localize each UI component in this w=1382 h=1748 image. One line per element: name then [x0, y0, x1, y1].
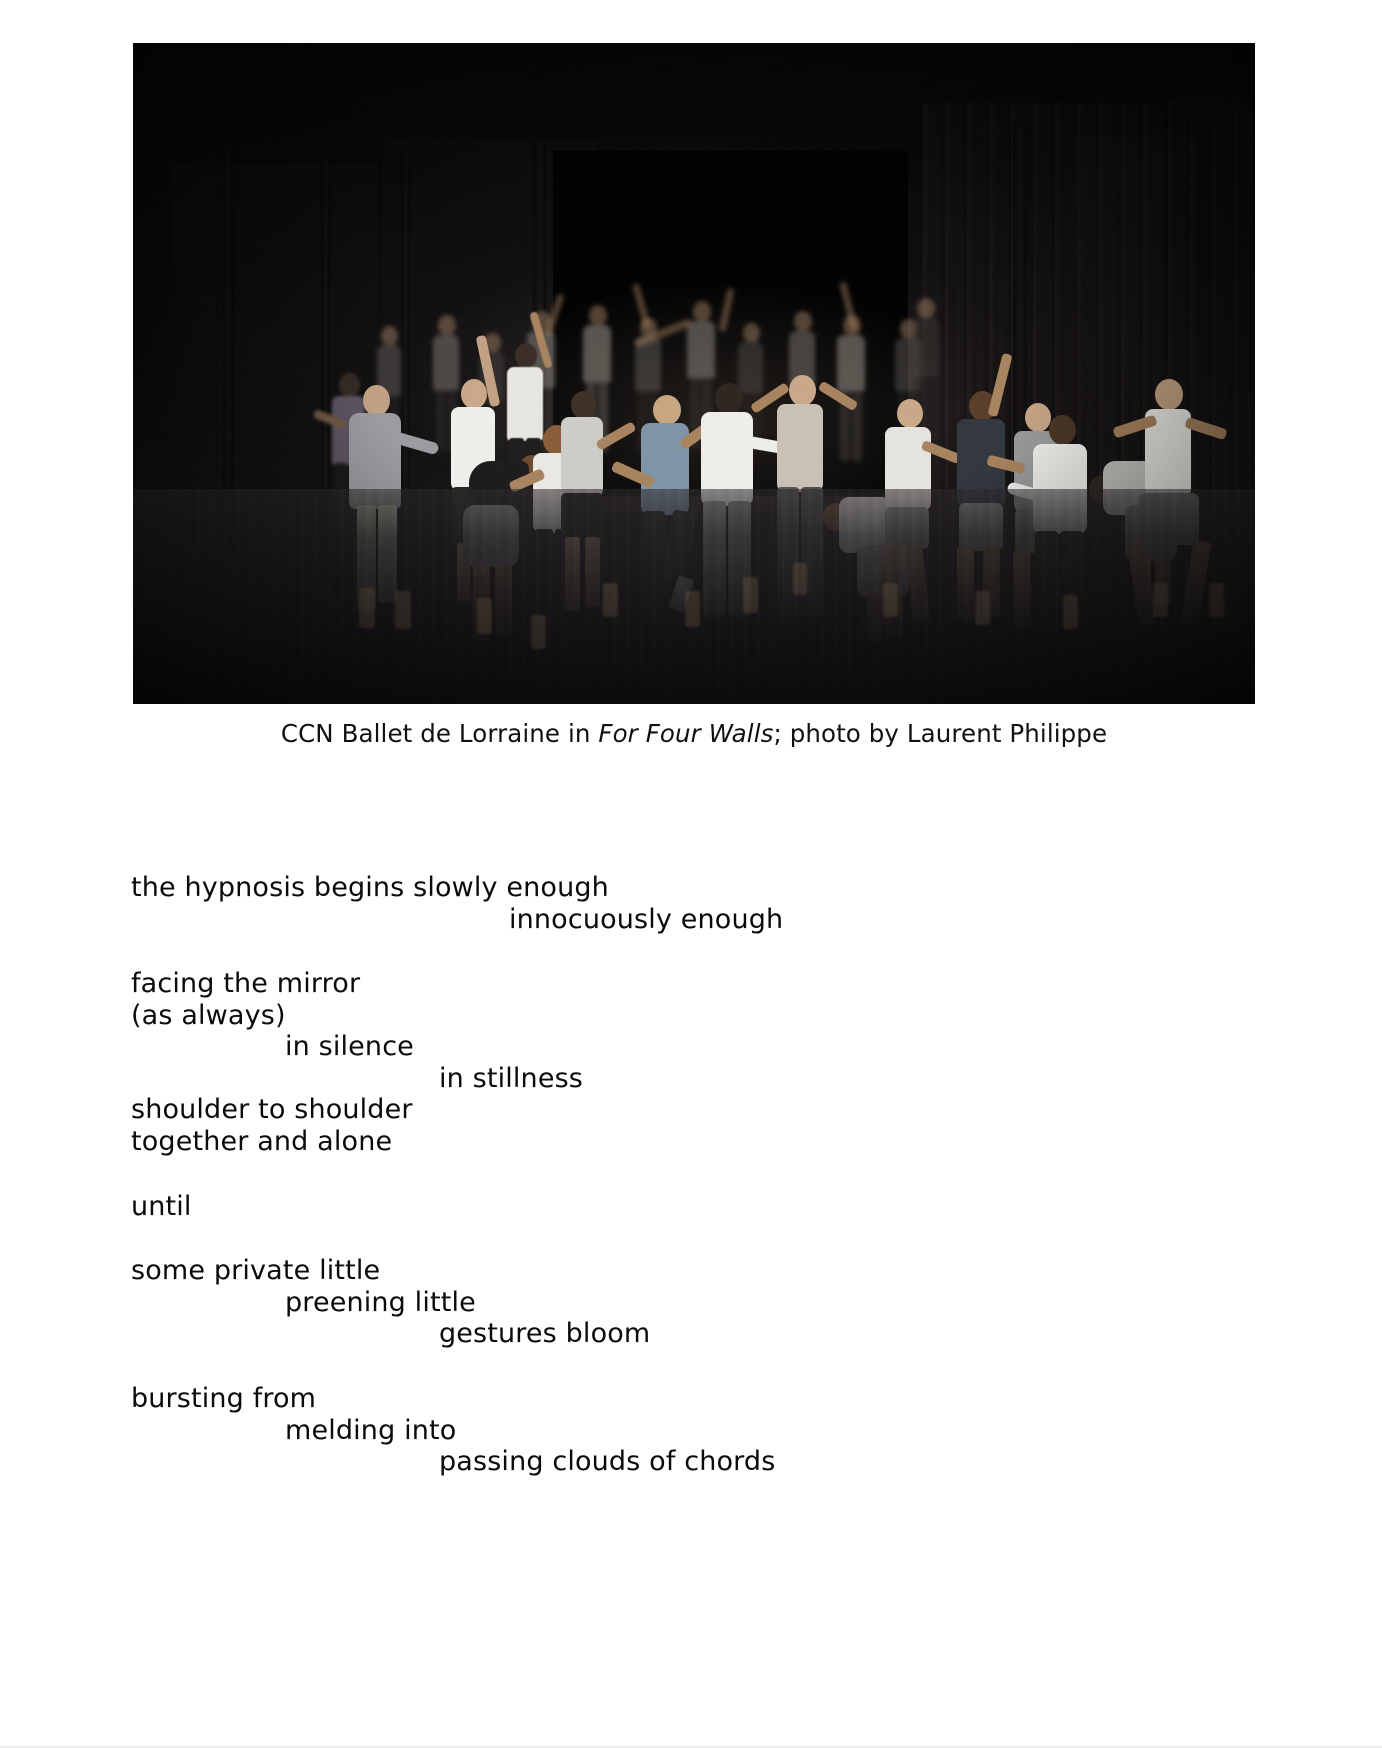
poem-line: shoulder to shoulder	[131, 1094, 413, 1126]
poem-line: bursting from	[131, 1382, 317, 1414]
floor-reflections	[133, 43, 1255, 704]
poem-line: together and alone	[131, 1126, 393, 1158]
poem-line: innocuously enough	[509, 903, 784, 935]
poem-line: melding into	[285, 1414, 457, 1446]
poem-line: some private little	[131, 1255, 381, 1287]
poem-body	[131, 872, 1231, 1511]
poem-line: passing clouds of chords	[439, 1446, 776, 1478]
performance-photo	[133, 43, 1255, 704]
poem-line: preening little	[285, 1286, 476, 1318]
caption-credit-text: ; photo by Laurent Philippe	[773, 719, 1108, 748]
poem-line: gestures bloom	[439, 1318, 651, 1350]
poem-stanza	[131, 968, 1231, 1157]
poem-stanza	[131, 1191, 1231, 1223]
poem-line: in silence	[285, 1031, 414, 1063]
poem-stanza	[131, 1255, 1231, 1350]
caption-company-text: CCN Ballet de Lorraine in	[280, 719, 599, 748]
poem-line: (as always)	[131, 999, 286, 1031]
article-figure	[133, 43, 1255, 750]
poem-stanza	[131, 1383, 1231, 1478]
poem-line: the hypnosis begins slowly enough	[131, 872, 609, 903]
poem-line: until	[131, 1190, 192, 1222]
poem-line: in stillness	[439, 1062, 584, 1094]
poem-stanza	[131, 872, 1231, 935]
poem-line: facing the mirror	[131, 968, 361, 1000]
figure-caption	[133, 718, 1255, 750]
caption-work-title: For Four Walls	[598, 719, 774, 748]
